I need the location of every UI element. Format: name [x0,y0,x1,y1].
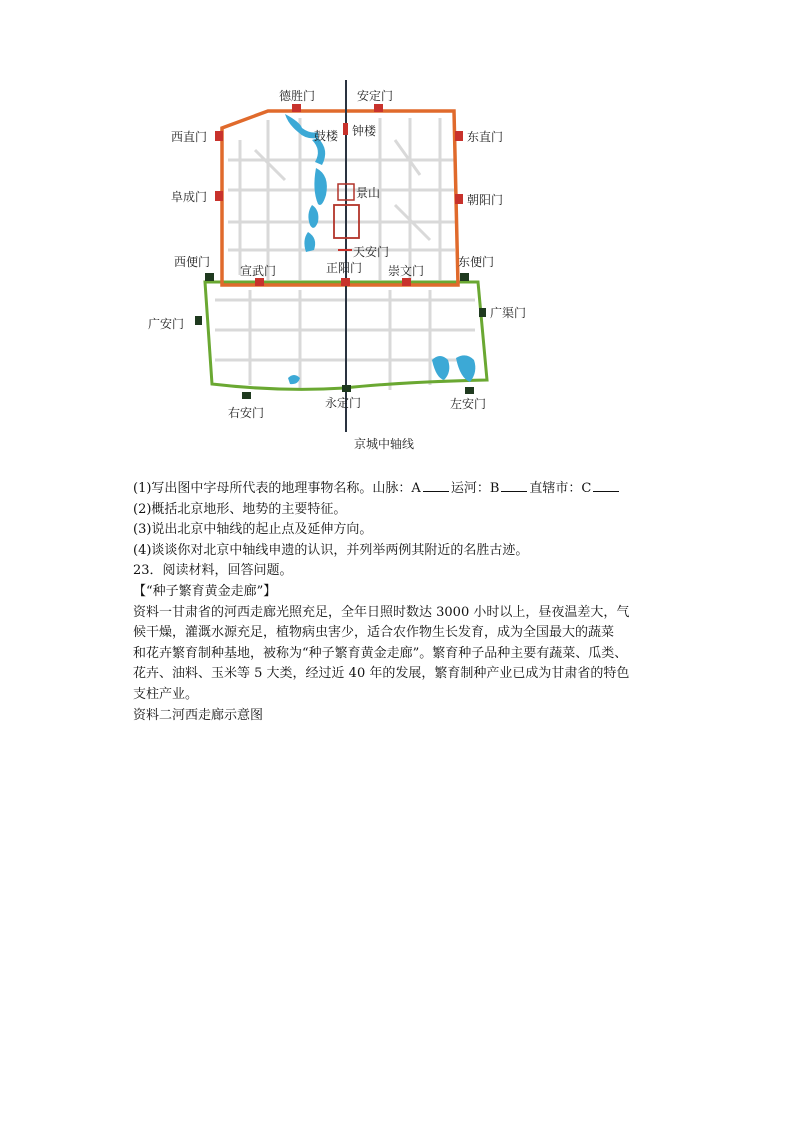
label-xizhimen: 西直门 [171,130,208,144]
label-gulou: 鼓楼 [314,129,339,143]
blank-c[interactable] [593,479,619,492]
label-tiananmen: 天安门 [353,245,390,259]
inner-gates [215,104,463,286]
label-andingmen: 安定门 [357,89,394,103]
label-jingshan: 景山 [356,186,381,200]
label-zhonglou: 钟楼 [352,124,377,138]
blank-a[interactable] [423,479,449,492]
q1-city: 直辖市：C [529,481,592,496]
label-deshengmen: 德胜门 [279,89,316,103]
material-1-line: 花卉、油料、玉米等 5 大类，经过近 40 年的发展，繁育制种产业已成为甘肃省的特色 [133,666,630,682]
label-fuchengmen: 阜成门 [171,190,208,204]
label-xibianmen: 西便门 [174,255,211,269]
material-2-caption: 资料二河西走廊示意图 [133,707,264,723]
label-central-axis: 京城中轴线 [354,437,415,451]
question-1 [133,479,673,500]
question-block [133,479,673,726]
material-1-line: 支柱产业。 [133,686,199,702]
gulou-zhonglou-marker [343,123,348,135]
q1-text: (1)写出图中字母所代表的地理事物名称。山脉：A [133,481,421,496]
label-dongbianmen: 东便门 [458,255,495,269]
label-youanmen: 右安门 [228,406,265,420]
q1-canal: 运河：B [450,481,500,496]
material-1-line: 资料一甘肃省的河西走廊光照充足，全年日照时数达 3000 小时以上，昼夜温差大，气 [133,604,630,620]
question-23: 23．阅读材料，回答问题。 [133,563,293,579]
question-2: (2)概括北京地形、地势的主要特征。 [133,501,347,517]
material-1-line: 和花卉繁育制种基地，被称为“种子繁育黄金走廊”。繁育种子品种主要有蔬菜、瓜类、 [133,645,628,661]
question-3: (3)说出北京中轴线的起止点及延伸方向。 [133,522,373,538]
label-zuoanmen: 左安门 [450,397,487,411]
beijing-city-map [140,76,540,460]
inner-city-wall [222,111,458,285]
label-xuanwumen: 宣武门 [240,264,277,278]
label-chongwenmen: 崇文门 [388,264,425,278]
label-guangqumen: 广渠门 [490,306,527,320]
label-yongdingmen: 永定门 [325,396,362,410]
material-1-line: 候干燥，灌溉水源充足，植物病虫害少，适合农作物生长发育，成为全国最大的蔬菜 [133,625,615,641]
label-chaoyangmen: 朝阳门 [467,193,504,207]
label-dongzhimen: 东直门 [467,130,504,144]
label-zhengyangmen: 正阳门 [326,261,363,275]
question-4: (4)谈谈你对北京中轴线申遗的认识，并列举两例其附近的名胜古迹。 [133,542,529,558]
label-guanganmen: 广安门 [148,317,185,331]
material-heading: 【“种子繁育黄金走廊”】 [133,583,277,599]
blank-b[interactable] [501,479,527,492]
